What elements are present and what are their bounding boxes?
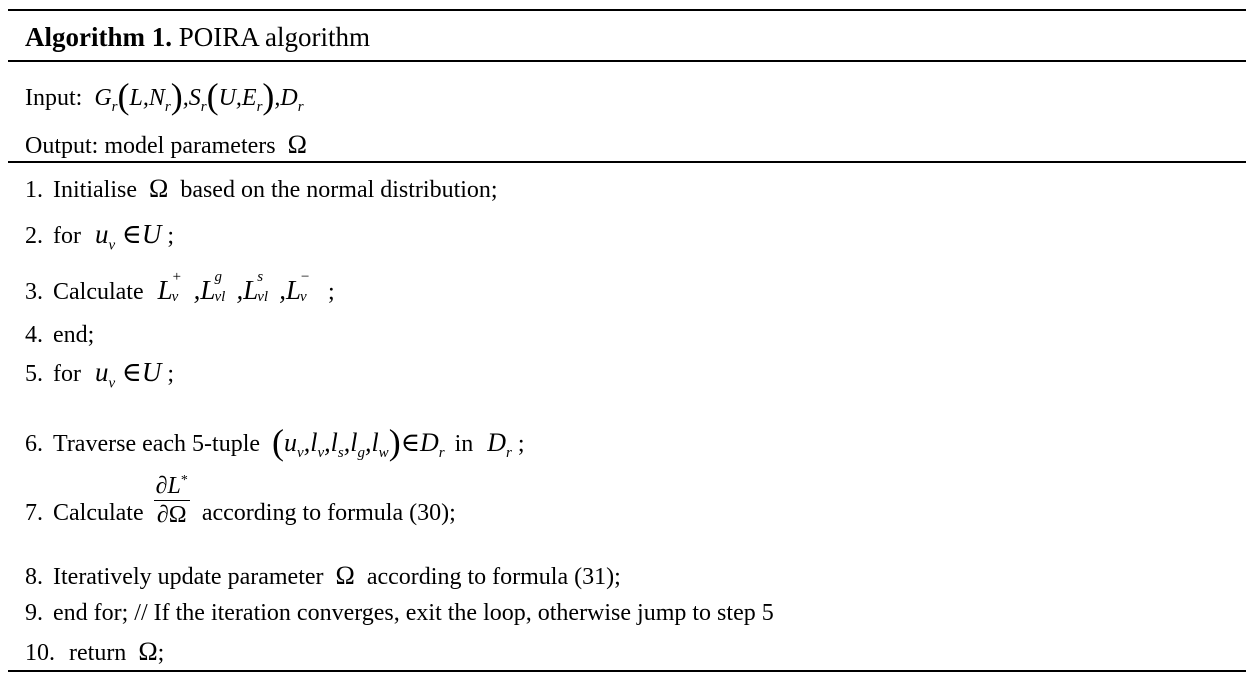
step-text: ; xyxy=(157,640,165,666)
step-text: end for; // If the iteration converges, exit the loop, otherwise jump to step 5 xyxy=(53,600,774,626)
omega-symbol: Ω xyxy=(335,561,355,590)
omega-symbol: Ω xyxy=(148,174,169,203)
step-6 xyxy=(25,421,525,462)
step-number: 8. xyxy=(25,564,43,590)
top-rule xyxy=(8,9,1246,11)
step-10 xyxy=(25,639,164,665)
output-line xyxy=(25,132,307,158)
step-text: for xyxy=(53,361,81,387)
step-text: in xyxy=(454,431,474,457)
step-text: ; xyxy=(167,223,175,249)
step-5 xyxy=(25,357,175,392)
step-number: 2. xyxy=(25,223,43,249)
step-text: ; xyxy=(328,279,335,305)
output-label: Output: model parameters xyxy=(25,133,276,159)
step-text: ; xyxy=(167,361,175,387)
step-number: 4. xyxy=(25,322,43,348)
algorithm-label: Algorithm 1. xyxy=(25,22,172,52)
step-text: according to formula (31); xyxy=(366,564,621,590)
omega-symbol: Ω xyxy=(287,130,307,159)
step-7 xyxy=(25,473,456,531)
step-text: Traverse each 5-tuple xyxy=(53,431,261,457)
step-9 xyxy=(25,601,774,625)
step-2 xyxy=(25,219,175,254)
step-text: return xyxy=(69,640,127,666)
step-3 xyxy=(25,268,335,308)
step-text: for xyxy=(53,223,81,249)
step-number: 5. xyxy=(25,361,43,387)
step-text: Calculate xyxy=(53,500,144,527)
algorithm-name: POIRA algorithm xyxy=(178,22,370,52)
step-formula: $u_v$ ∈U xyxy=(94,219,162,254)
step-formula: $u_v$ ∈U xyxy=(94,357,162,392)
step-text: Initialise xyxy=(53,177,137,203)
step-number: 10. xyxy=(25,640,55,666)
input-formula: $G_r(L,N_r),S_r(U,E_r),D_r$ xyxy=(94,76,304,116)
bottom-rule xyxy=(8,670,1246,672)
algorithm-title xyxy=(25,24,370,51)
input-line xyxy=(25,75,304,116)
io-rule xyxy=(8,161,1246,163)
step-number: 3. xyxy=(25,279,43,305)
omega-symbol: Ω xyxy=(138,637,158,666)
title-rule xyxy=(8,60,1246,62)
step-text: end; xyxy=(53,322,95,348)
step-formula: $(u_v,l_v,l_s,l_g,l_w)\in D_r$ xyxy=(272,422,445,462)
step-text: based on the normal distribution; xyxy=(180,177,498,203)
step-number: 9. xyxy=(25,600,43,626)
step-text: Iteratively update parameter xyxy=(53,564,324,590)
step-4 xyxy=(25,323,94,347)
step-formula: $D_r$ xyxy=(487,428,512,462)
step-formula: L + v ,L g vl ,L s vl ,L − v xyxy=(157,268,311,305)
step-text: according to formula (30); xyxy=(201,500,456,527)
step-8 xyxy=(25,563,621,589)
step-number: 1. xyxy=(25,177,43,203)
fraction-formula: $\frac{\partial L^*}{\partial\Omega}$ xyxy=(155,473,188,528)
step-1 xyxy=(25,176,498,202)
step-number: 7. xyxy=(25,500,43,527)
step-number: 6. xyxy=(25,431,43,457)
step-text: Calculate xyxy=(53,279,144,305)
step-text: ; xyxy=(517,431,525,457)
input-label: Input: xyxy=(25,85,83,111)
